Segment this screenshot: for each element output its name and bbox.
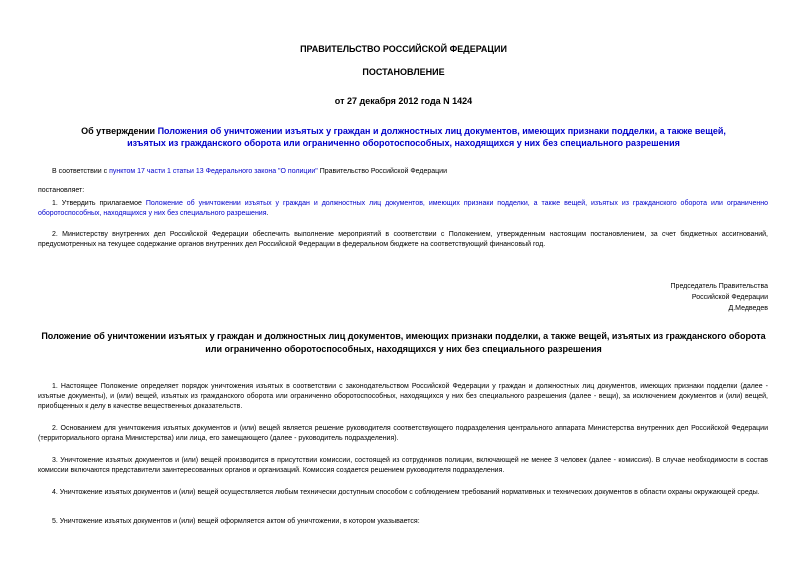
regulation-link[interactable]: Положение об уничтожении изъятых у граждан и должностных лиц документов, имеющих признаки подделки, а также вещей, изъятых из гражданского оборота или ограниченно оборотоспособных, находящихся у них без специального разрешения [38, 200, 768, 217]
signature-country: Российской Федерации [691, 294, 768, 301]
regulation-item-3: 3. Уничтожение изъятых документов и (или) вещей производится в присутствии комиссии, состоящей из сотрудников полиции, включающей не менее 3 человек (далее - комиссия). В случае необходимости в состав комиссии включаются представители заинтересованных органов и организаций. Комиссия создается решением руководителя подразделения. [38, 457, 768, 474]
item-1-suffix: . [266, 210, 269, 217]
police-law-link[interactable]: пунктом 17 части 1 статьи 13 Федерального закона "О полиции" [109, 168, 318, 175]
preamble-suffix: Правительство Российской Федерации [317, 168, 447, 175]
title-prefix: Об утверждении [81, 126, 158, 136]
decrees-text: постановляет: [38, 187, 85, 194]
item-1-paragraph [38, 199, 768, 219]
regulation-heading: Положение об уничтожении изъятых у граждан и должностных лиц документов, имеющих признаки подделки, а также вещей, изъятых из гражданского оборота или ограниченно оборотоспособных, находящихся у них без специального разрешения [41, 331, 766, 354]
signature-block [560, 281, 768, 314]
regulation-item-2: 2. Основанием для уничтожения изъятых документов и (или) вещей является решение руководителя соответствующего подразделения центрального аппарата Министерства внутренних дел Российской Федерации (территориального органа Министерства) или лица, его замещающего (далее - руководитель подразделения). [38, 425, 768, 442]
item-2-paragraph: 2. Министерству внутренних дел Российской Федерации обеспечить выполнение мероприятий в соответствии с Положением, утвержденным настоящим постановлением, за счет бюджетных ассигнований, предусмотренных на текущее содержание органов внутренних дел Российской Федерации в федеральном бюджете на соответствующий финансовый год. [38, 231, 768, 248]
item-1-prefix: 1. Утвердить прилагаемое [52, 200, 146, 207]
date-number-heading: от 27 декабря 2012 года N 1424 [334, 96, 473, 106]
document-title [80, 125, 727, 149]
regulation-title-link[interactable]: Положения об уничтожении изъятых у граждан и должностных лиц документов, имеющих признаки подделки, а также вещей, изъятых из гражданского оборота или ограниченно оборотоспособных, находящихся у них без специального разрешения [127, 126, 726, 148]
signature-position: Председатель Правительства [670, 283, 768, 290]
signature-name: Д.Медведев [728, 305, 768, 312]
document-type-heading: ПОСТАНОВЛЕНИЕ [362, 67, 445, 77]
preamble-prefix: В соответствии с [52, 168, 110, 175]
regulation-item-4: 4. Уничтожение изъятых документов и (или) вещей осуществляется любым технически доступным способом с соблюдением требований нормативных и технических документов в области охраны окружающей среды. [52, 489, 760, 496]
government-heading: ПРАВИТЕЛЬСТВО РОССИЙСКОЙ ФЕДЕРАЦИИ [300, 44, 507, 54]
preamble-paragraph [52, 167, 768, 177]
regulation-item-5: 5. Уничтожение изъятых документов и (или) вещей оформляется актом об уничтожении, в котором указывается: [52, 518, 420, 525]
regulation-item-1: 1. Настоящее Положение определяет порядок уничтожения изъятых в соответствии с законодательством Российской Федерации у граждан и должностных лиц документов, имеющих признаки подделки (далее - изъятые документы), и (или) вещей, изъятых из гражданского оборота или ограниченно оборотоспособных, находящихся у них без специального разрешения (далее - вещи), за исключением документов и (или) вещей, приобщенных к делу в качестве вещественных доказательств. [38, 383, 768, 410]
